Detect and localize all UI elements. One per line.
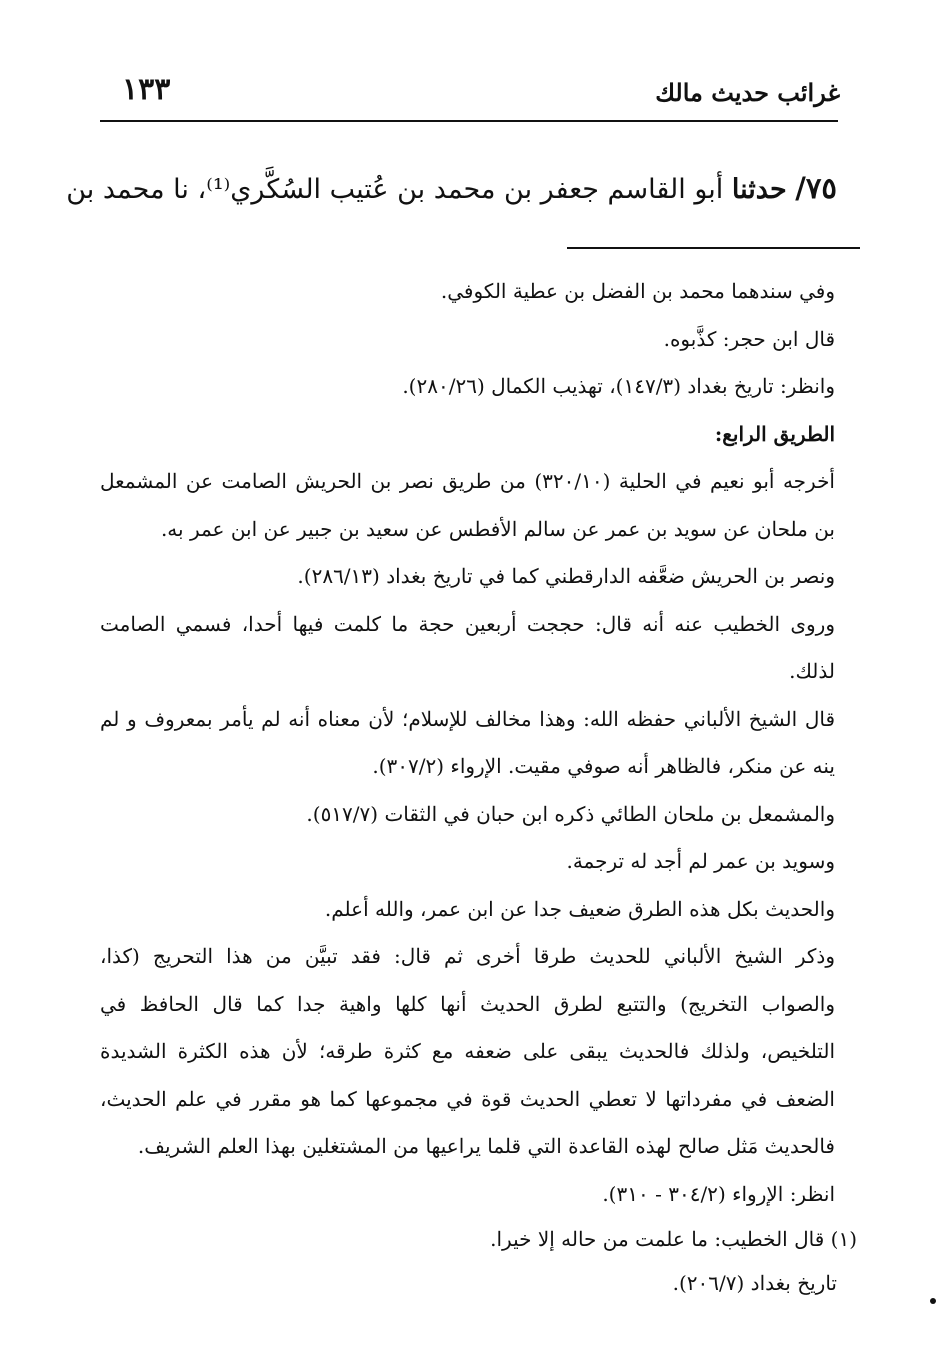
note-line: فالحديث مَثل صالح لهذه القاعدة التي قلما يراعيها من المشتغلين بهذا العلم الشريف. [137,1134,835,1158]
note-line: والصواب التخريج) والتتبع لطرق الحديث أنها كلها واهية جدا كما قال الحافظ في [100,991,835,1016]
note-line: والمشمعل بن ملحان الطائي ذكره ابن حبان في الثقات (٥١٧/٧). [306,801,835,826]
hadith-number: ٧٥/ [795,171,837,205]
hadith-body: أبو القاسم جعفر بن محمد بن عُتيب السُكَّري⁽¹⁾، نا محمد بن [66,174,724,205]
note-line: لذلك. [789,659,835,683]
note-line: وذكر الشيخ الألباني للحديث طرقا أخرى ثم قال: فقد تبيَّن من هذا التحريج (كذا، [100,944,835,968]
note-line: انظر: الإرواء (٣٠٤/٢ - ٣١٠). [602,1181,835,1206]
note-line: والحديث بكل هذه الطرق ضعيف جدا عن ابن عمر، والله أعلم. [324,896,835,921]
note-line: وانظر: تاريخ بغداد (١٤٧/٣)، تهذيب الكمال (٢٨٠/٢٦). [402,374,835,398]
footnote-block [117,1217,857,1305]
section-heading: الطريق الرابع: [714,421,835,446]
note-line: الضعف في مفرداتها لا تعطي الحديث قوة في مجموعها كما هو مقرر في علم الحديث، [100,1086,835,1111]
footnote-divider [567,247,860,249]
note-line: ينه عن منكر، فالظاهر أنه صوفي مقيت. الإرواء (٣٠٧/٢). [372,754,835,778]
note-line: قال الشيخ الألباني حفظه الله: وهذا مخالف للإسلام؛ لأن معناه أنه لم يأمر بمعروف و لم [100,706,835,731]
running-title: غرائب حديث مالك [655,78,840,107]
page-header [100,68,840,120]
note-line: ونصر بن الحريش ضعَّفه الدارقطني كما في تاريخ بغداد (٢٨٦/١٣). [297,564,835,588]
note-line: بن ملحان عن سويد بن عمر عن سالم الأفطس عن سعيد بن جبير عن ابن عمر به. [160,516,835,541]
page-number: ١٣٣ [122,72,171,107]
note-line: وروى الخطيب عنه أنه قال: حججت أربعين حجة ما كلمت فيها أحدا، فسمي الصامت [100,611,835,636]
hadith-lead-word: حدثنا [731,174,787,205]
footnote-line: تاريخ بغداد (٢٠٦/٧). [672,1271,837,1295]
header-divider [100,120,838,122]
margin-mark [930,1298,936,1304]
note-line: وفي سندهما محمد بن الفضل بن عطية الكوفي. [440,279,835,303]
footnote-line: (١) قال الخطيب: ما علمت من حاله إلا خيرا. [490,1227,857,1251]
note-line: قال ابن حجر: كذَّبوه. [663,326,835,351]
note-line: وسويد بن عمر لم أجد له ترجمة. [566,849,835,873]
note-line: التلخيص، ولذلك فالحديث يبقى على ضعفه مع كثرة طرقه؛ لأن هذه الكثرة الشديدة [100,1039,835,1063]
hadith-text [66,166,837,212]
annotation-block [100,268,835,1218]
note-line: أخرجه أبو نعيم في الحلية (٣٢٠/١٠) من طريق نصر بن الحريش الصامت عن المشمعل [100,469,835,493]
